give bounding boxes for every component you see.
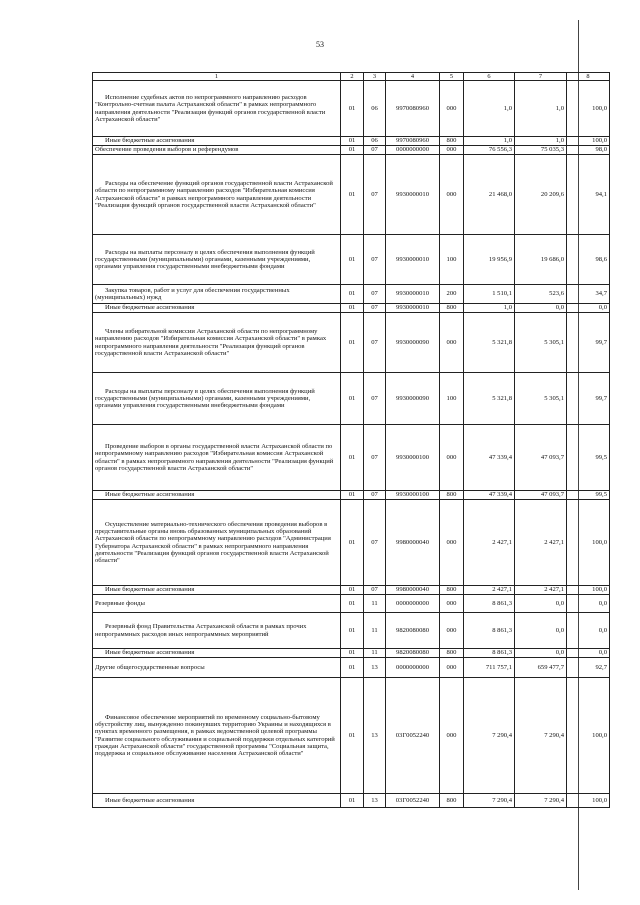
row-expense-type: 000	[440, 155, 464, 235]
table-row	[93, 500, 610, 586]
row-executed: 5 305,1	[515, 313, 567, 373]
row-section: 01	[341, 81, 364, 137]
table-row	[93, 425, 610, 491]
row-target-article: 9930000010	[386, 155, 440, 235]
row-name: Расходы на выплаты персоналу в целях обеспечения выполнения функций государственными (муниципальными) органами, казенными учреждениями, органами управления государственными внебюджетными фондами	[93, 373, 341, 425]
row-expense-type: 800	[440, 304, 464, 313]
row-executed: 0,0	[515, 595, 567, 613]
row-percent: 100,0	[567, 81, 610, 137]
row-name: Иные бюджетные ассигнования	[93, 304, 341, 313]
row-target-article: 9980000040	[386, 586, 440, 595]
table-row	[93, 285, 610, 304]
row-target-article: 0000000000	[386, 146, 440, 155]
row-name: Проведение выборов в органы государственной власти Астраханской области по непрограммному направлению расходов "Избирательная комиссия Астраханской области" в рамках непрограммного направления деятельности "Реализация функций органов государственной власти Астраханской области"	[93, 425, 341, 491]
row-subsection: 06	[364, 81, 386, 137]
row-expense-type: 800	[440, 491, 464, 500]
row-expense-type: 000	[440, 613, 464, 649]
row-percent: 98,6	[567, 235, 610, 285]
row-executed: 5 305,1	[515, 373, 567, 425]
row-plan: 7 290,4	[464, 794, 515, 808]
table-row	[93, 313, 610, 373]
row-plan: 2 427,1	[464, 500, 515, 586]
row-subsection: 07	[364, 304, 386, 313]
row-subsection: 07	[364, 313, 386, 373]
row-section: 01	[341, 678, 364, 794]
row-section: 01	[341, 373, 364, 425]
row-expense-type: 000	[440, 500, 464, 586]
row-target-article: 9970080960	[386, 81, 440, 137]
row-name: Обеспечение проведения выборов и референдумов	[93, 146, 341, 155]
row-section: 01	[341, 613, 364, 649]
row-target-article: 0000000000	[386, 658, 440, 678]
row-percent: 99,7	[567, 313, 610, 373]
row-subsection: 06	[364, 137, 386, 146]
row-percent: 0,0	[567, 649, 610, 658]
row-percent: 100,0	[567, 794, 610, 808]
row-plan: 47 339,4	[464, 425, 515, 491]
row-plan: 21 468,0	[464, 155, 515, 235]
table-row	[93, 491, 610, 500]
row-target-article: 9930000010	[386, 285, 440, 304]
row-percent: 99,5	[567, 425, 610, 491]
row-percent: 100,0	[567, 137, 610, 146]
row-target-article: 03Г0052240	[386, 678, 440, 794]
row-section: 01	[341, 137, 364, 146]
table-row	[93, 586, 610, 595]
row-executed: 7 290,4	[515, 678, 567, 794]
row-expense-type: 100	[440, 373, 464, 425]
row-name: Закупка товаров, работ и услуг для обеспечения государственных (муниципальных) нужд	[93, 285, 341, 304]
row-executed: 2 427,1	[515, 500, 567, 586]
row-target-article: 9820080080	[386, 613, 440, 649]
row-expense-type: 000	[440, 595, 464, 613]
row-target-article: 9930000090	[386, 373, 440, 425]
row-subsection: 07	[364, 235, 386, 285]
row-expense-type: 800	[440, 137, 464, 146]
header-col-5: 5	[440, 73, 464, 81]
row-target-article: 9970080960	[386, 137, 440, 146]
row-plan: 8 861,3	[464, 649, 515, 658]
table-header-row	[93, 73, 610, 81]
row-name: Финансовое обеспечение мероприятий по временному социально-бытовому обустройству лиц, вынужденно покинувших территорию Украины и находящихся в пунктах временного размещения, в рамках ведомственной целевой программы "Развитие социального обслуживания и социальной поддержки отдельных категорий граждан Астраханской области" государственной программы "Социальная защита, поддержка и социальное обслуживание населения Астраханской области"	[93, 678, 341, 794]
row-percent: 92,7	[567, 658, 610, 678]
row-section: 01	[341, 595, 364, 613]
row-name: Исполнение судебных актов по непрограммного направлению расходов "Контрольно-счетная палата Астраханской области" в рамках непрограммного направления деятельности "Реализация функций органов государственной власти Астраханской области"	[93, 81, 341, 137]
table-row	[93, 794, 610, 808]
row-name: Осуществление материально-технического обеспечения проведения выборов в представительные органы вновь образованных муниципальных образований Астраханской области по непрограммному направлению расходов "Администрация Губернатора Астраханской области" в рамках непрограммного направления деятельности "Реализация функций органов государственной власти Астраханской области"	[93, 500, 341, 586]
row-executed: 0,0	[515, 304, 567, 313]
row-expense-type: 000	[440, 678, 464, 794]
row-expense-type: 000	[440, 313, 464, 373]
row-expense-type: 000	[440, 425, 464, 491]
table-row	[93, 658, 610, 678]
table-row	[93, 137, 610, 146]
header-col-1: 1	[93, 73, 341, 81]
row-expense-type: 800	[440, 794, 464, 808]
row-subsection: 07	[364, 500, 386, 586]
row-executed: 19 686,0	[515, 235, 567, 285]
row-section: 01	[341, 146, 364, 155]
row-executed: 75 035,3	[515, 146, 567, 155]
table-row	[93, 155, 610, 235]
row-section: 01	[341, 500, 364, 586]
row-executed: 2 427,1	[515, 586, 567, 595]
row-section: 01	[341, 235, 364, 285]
table-row	[93, 595, 610, 613]
row-subsection: 07	[364, 285, 386, 304]
row-subsection: 11	[364, 595, 386, 613]
row-percent: 94,1	[567, 155, 610, 235]
table-row	[93, 649, 610, 658]
row-percent: 34,7	[567, 285, 610, 304]
row-name: Члены избирательной комиссии Астраханской области по непрограммному направлению расходов "Избирательная комиссия Астраханской области" в рамках непрограммного направления деятельности "Реализация функций органов государственной власти Астраханской области"	[93, 313, 341, 373]
row-expense-type: 800	[440, 586, 464, 595]
row-executed: 47 093,7	[515, 425, 567, 491]
row-expense-type: 000	[440, 81, 464, 137]
row-executed: 0,0	[515, 613, 567, 649]
row-expense-type: 800	[440, 649, 464, 658]
row-expense-type: 000	[440, 658, 464, 678]
row-percent: 0,0	[567, 595, 610, 613]
table-row	[93, 613, 610, 649]
row-percent: 99,5	[567, 491, 610, 500]
row-name: Расходы на выплаты персоналу в целях обеспечения выполнения функций государственными (муниципальными) органами, казенными учреждениями, органами управления государственными внебюджетными фондами	[93, 235, 341, 285]
row-plan: 1 510,1	[464, 285, 515, 304]
row-name: Расходы на обеспечение функций органов государственной власти Астраханской области по непрограммному направлению расходов "Избирательная комиссия Астраханской области" в рамках непрограммного направления деятельности "Реализация функций органов государственной власти Астраханской области"	[93, 155, 341, 235]
row-plan: 711 757,1	[464, 658, 515, 678]
row-plan: 1,0	[464, 137, 515, 146]
table-row	[93, 81, 610, 137]
row-plan: 1,0	[464, 304, 515, 313]
row-executed: 20 209,6	[515, 155, 567, 235]
row-target-article: 9820080080	[386, 649, 440, 658]
row-subsection: 13	[364, 678, 386, 794]
row-section: 01	[341, 155, 364, 235]
row-section: 01	[341, 794, 364, 808]
row-executed: 659 477,7	[515, 658, 567, 678]
row-target-article: 9980000040	[386, 500, 440, 586]
row-subsection: 13	[364, 794, 386, 808]
row-plan: 5 321,8	[464, 373, 515, 425]
row-executed: 47 093,7	[515, 491, 567, 500]
header-col-3: 3	[364, 73, 386, 81]
row-target-article: 9930000100	[386, 491, 440, 500]
row-percent: 0,0	[567, 304, 610, 313]
row-percent: 100,0	[567, 500, 610, 586]
row-name: Иные бюджетные ассигнования	[93, 649, 341, 658]
row-subsection: 11	[364, 649, 386, 658]
row-target-article: 9930000090	[386, 313, 440, 373]
row-name: Другие общегосударственные вопросы	[93, 658, 341, 678]
table-row	[93, 373, 610, 425]
row-plan: 8 861,3	[464, 613, 515, 649]
row-expense-type: 000	[440, 146, 464, 155]
row-subsection: 13	[364, 658, 386, 678]
row-plan: 2 427,1	[464, 586, 515, 595]
row-executed: 1,0	[515, 81, 567, 137]
row-target-article: 03Г0052240	[386, 794, 440, 808]
row-plan: 5 321,8	[464, 313, 515, 373]
page-number: 53	[316, 40, 324, 49]
row-percent: 99,7	[567, 373, 610, 425]
row-name: Иные бюджетные ассигнования	[93, 491, 341, 500]
row-plan: 7 290,4	[464, 678, 515, 794]
row-executed: 7 290,4	[515, 794, 567, 808]
row-percent: 100,0	[567, 678, 610, 794]
row-section: 01	[341, 313, 364, 373]
row-section: 01	[341, 285, 364, 304]
row-plan: 19 956,9	[464, 235, 515, 285]
row-name: Резервный фонд Правительства Астраханской области в рамках прочих непрограммных расходов иных непрограммных мероприятий	[93, 613, 341, 649]
row-executed: 1,0	[515, 137, 567, 146]
row-plan: 8 861,3	[464, 595, 515, 613]
row-percent: 0,0	[567, 613, 610, 649]
row-section: 01	[341, 658, 364, 678]
row-target-article: 9930000100	[386, 425, 440, 491]
header-col-6: 6	[464, 73, 515, 81]
row-plan: 76 556,3	[464, 146, 515, 155]
row-section: 01	[341, 425, 364, 491]
table-row	[93, 304, 610, 313]
row-percent: 98,0	[567, 146, 610, 155]
row-expense-type: 200	[440, 285, 464, 304]
row-subsection: 07	[364, 425, 386, 491]
header-col-4: 4	[386, 73, 440, 81]
row-subsection: 07	[364, 373, 386, 425]
row-name: Резервные фонды	[93, 595, 341, 613]
row-subsection: 07	[364, 491, 386, 500]
row-section: 01	[341, 649, 364, 658]
row-executed: 0,0	[515, 649, 567, 658]
row-target-article: 9930000010	[386, 304, 440, 313]
row-subsection: 11	[364, 613, 386, 649]
row-percent: 100,0	[567, 586, 610, 595]
row-target-article: 9930000010	[386, 235, 440, 285]
row-name: Иные бюджетные ассигнования	[93, 137, 341, 146]
row-expense-type: 100	[440, 235, 464, 285]
row-plan: 47 339,4	[464, 491, 515, 500]
row-subsection: 07	[364, 146, 386, 155]
row-plan: 1,0	[464, 81, 515, 137]
table-body	[93, 81, 610, 808]
row-subsection: 07	[364, 586, 386, 595]
header-col-2: 2	[341, 73, 364, 81]
row-section: 01	[341, 586, 364, 595]
row-name: Иные бюджетные ассигнования	[93, 794, 341, 808]
table-row	[93, 146, 610, 155]
header-col-8: 8	[567, 73, 610, 81]
row-name: Иные бюджетные ассигнования	[93, 586, 341, 595]
row-section: 01	[341, 304, 364, 313]
row-executed: 523,6	[515, 285, 567, 304]
budget-table	[92, 72, 610, 808]
row-target-article: 0000000000	[386, 595, 440, 613]
header-col-7: 7	[515, 73, 567, 81]
table-row	[93, 235, 610, 285]
row-section: 01	[341, 491, 364, 500]
row-subsection: 07	[364, 155, 386, 235]
table-row	[93, 678, 610, 794]
